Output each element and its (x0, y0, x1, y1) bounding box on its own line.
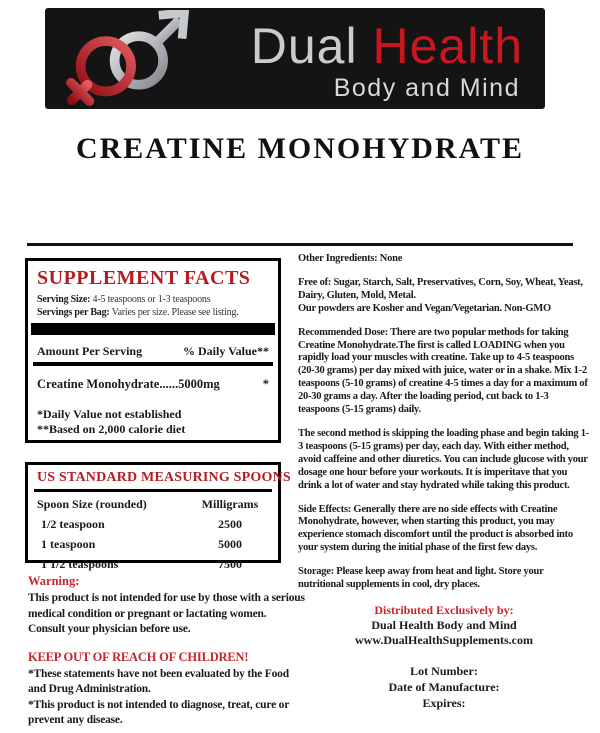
spoon-size-cell: 1/2 teaspoon (41, 517, 105, 531)
table-row (41, 537, 269, 552)
spoon-size-cell: 1 1/2 teaspoons (41, 557, 119, 571)
section-divider-rule (27, 243, 573, 246)
product-title: CREATINE MONOHYDRATE (75, 132, 525, 165)
fda-disclaimer: *These statements have not been evaluated by the Food and Drug Administration. (28, 667, 289, 695)
facts-header-row (37, 344, 269, 359)
supplement-facts-title: SUPPLEMENT FACTS (37, 267, 251, 289)
manufacture-date-field: Date of Manufacture: (388, 679, 500, 694)
measuring-spoons-rule (34, 489, 272, 492)
side-effects-text: Side Effects: Generally there are no side effects with Creatine Monohydrate, however, when starting this product, you may experience stomach discomfort until the product is absorbed into your system during the initial phase of the first few days. (298, 503, 573, 554)
diagnosis-disclaimer: *This product is not intended to diagnose, treat, cure or prevent any disease. (28, 698, 289, 726)
second-method-text: The second method is skipping the loading phase and begin taking 1-3 teaspoons (5-15 grams) per day, each day. With either method, avoid caffeine and other diuretics. You can include glucose with your dosage one hour before your workouts. It is imperitave that you drink a lot of water and stay hydrated while taking this product. (298, 427, 590, 491)
daily-value-header: % Daily Value** (182, 344, 269, 358)
milligrams-cell: 5000 (218, 537, 242, 551)
servings-per-bag-value: Varies per size. Please see listing. (109, 307, 239, 318)
distributor-block (298, 603, 590, 648)
keep-out-of-reach-notice: KEEP OUT OF REACH OF CHILDREN! (28, 649, 249, 664)
warning-text: This product is not intended for use by those with a serious medical condition or pregnant or lactating women. Consult your physician before use. (28, 592, 305, 635)
product-details-column (298, 253, 590, 711)
facts-header-rule (33, 362, 273, 366)
warning-label: Warning: (28, 574, 80, 588)
lot-number-field: Lot Number: (410, 663, 478, 678)
ingredient-daily-value: * (262, 377, 269, 391)
free-of-list: Free of: Sugar, Starch, Salt, Preservatives, Corn, Soy, Wheat, Yeast, Dairy, Gluten, Mold, Metal. (298, 276, 583, 301)
brand-header-banner (45, 8, 545, 109)
spoon-size-cell: 1 teaspoon (41, 537, 96, 551)
servings-per-bag-line (37, 306, 271, 319)
supplement-facts-panel (25, 258, 281, 443)
facts-separator-bar (31, 323, 275, 335)
serving-size-line (37, 293, 271, 306)
distributed-by-heading: Distributed Exclusively by: (374, 602, 514, 617)
brand-name (251, 20, 523, 72)
table-row (41, 517, 269, 532)
lot-info-block (298, 663, 590, 711)
storage-text: Storage: Please keep away from heat and light. Store your nutritional supplements in cool, dry places. (298, 566, 544, 591)
ingredient-row (37, 377, 269, 392)
kosher-vegan-note: Our powders are Kosher and Vegan/Vegetarian. Non-GMO (298, 302, 551, 314)
footnote-calorie-diet: **Based on 2,000 calorie diet (37, 422, 186, 436)
distributor-website: www.DualHealthSupplements.com (354, 632, 533, 647)
serving-size-label: Serving Size: (37, 294, 91, 305)
serving-size-value: 4-5 teaspoons or 1-3 teaspoons (90, 294, 211, 305)
spoon-size-column-header: Spoon Size (rounded) (37, 497, 147, 511)
table-row (41, 557, 269, 572)
brand-word-dual: Dual (250, 18, 358, 74)
milligrams-column-header: Milligrams (201, 497, 259, 511)
recommended-dose-text: Recommended Dose: There are two popular methods for taking Creatine Monohydrate.The first is called LOADING when you rapidly load your muscles with creatine. Take up to 4-5 teaspoons (20-30 grams) per day mixed with juice, water or in a shake. Mix 1-2 teaspoons (5-10 grams) of creatine 4-5 times a day for a maximum of 20-30 grams a day. After the loading period, cut back to 1-3 teaspoons (5-15 grams) daily. (298, 326, 588, 416)
free-of-text (298, 277, 590, 316)
warning-section (28, 574, 306, 729)
milligrams-cell: 7500 (218, 557, 242, 571)
brand-tagline: Body and Mind (333, 74, 520, 102)
servings-per-bag-label: Servings per Bag: (37, 307, 110, 318)
footnote-daily-value: *Daily Value not established (37, 407, 182, 421)
facts-footnotes (37, 407, 271, 436)
amount-per-serving-header: Amount Per Serving (37, 344, 143, 358)
expires-field: Expires: (422, 695, 466, 710)
measuring-spoons-header-row (37, 497, 269, 512)
other-ingredients-text: Other Ingredients: None (298, 253, 403, 264)
milligrams-cell: 2500 (218, 517, 242, 531)
brand-word-health: Health (372, 18, 523, 74)
measuring-spoons-panel (25, 462, 291, 571)
distributor-company: Dual Health Body and Mind (371, 617, 517, 632)
measuring-spoons-title: US STANDARD MEASURING SPOONS (37, 470, 291, 485)
ingredient-name-amount: Creatine Monohydrate......5000mg (37, 377, 220, 391)
gender-symbols-logo (55, 10, 213, 107)
